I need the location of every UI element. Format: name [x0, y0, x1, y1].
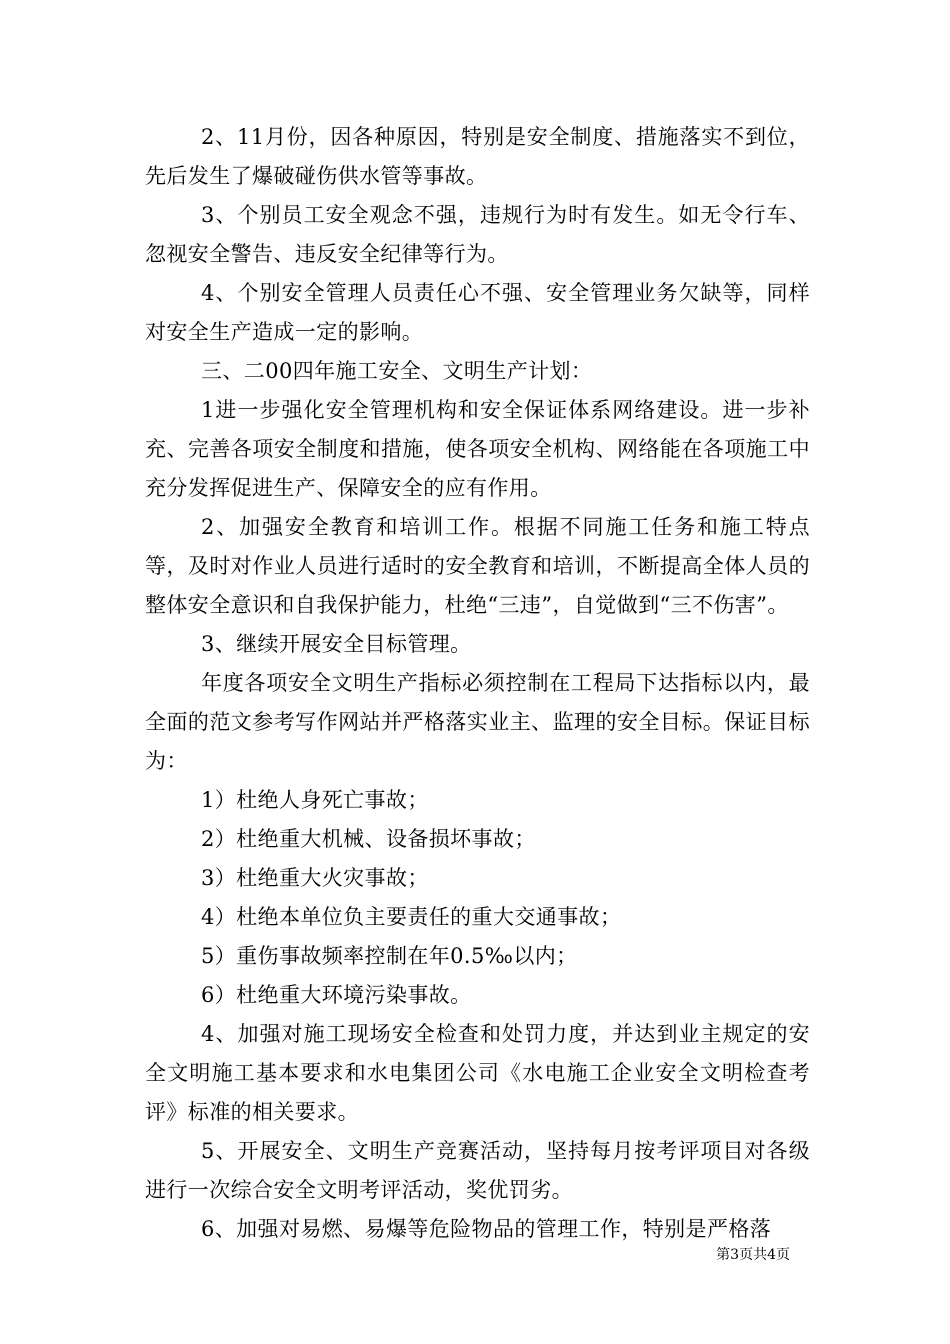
page-number-footer: 第3页共4页 — [716, 1247, 790, 1263]
paragraph-manager-responsibility: 4、个别安全管理人员责任心不强、安全管理业务欠缺等，同样对安全生产造成一定的影响。 — [145, 281, 810, 344]
target-list-item-1: 1）杜绝人身死亡事故； — [201, 788, 429, 812]
paragraph-annual-targets: 年度各项安全文明生产指标必须控制在工程局下达指标以内，最全面的范文参考写作网站并严格落实业主、监理的安全目标。保证目标为： — [145, 671, 810, 773]
paragraph-plan-item-2: 2、加强安全教育和培训工作。根据不同施工任务和施工特点等，及时对作业人员进行适时的安全教育和培训，不断提高全体人员的整体安全意识和自我保护能力，杜绝“三违”，自觉做到“三不伤害”。 — [145, 515, 810, 617]
target-list-item-2: 2）杜绝重大机械、设备损坏事故； — [201, 827, 536, 851]
paragraph-plan-item-3: 3、继续开展安全目标管理。 — [201, 632, 472, 656]
target-list-item-5: 5）重伤事故频率控制在年0.5‰以内； — [201, 944, 578, 968]
target-list-item-6: 6）杜绝重大环境污染事故。 — [201, 983, 472, 1007]
paragraph-plan-item-6: 6、加强对易燃、易爆等危险物品的管理工作，特别是严格落 — [201, 1217, 772, 1241]
document-body — [145, 118, 810, 1249]
paragraph-plan-item-5: 5、开展安全、文明生产竞赛活动，坚持每月按考评项目对各级进行一次综合安全文明考评活动，奖优罚劣。 — [145, 1139, 810, 1202]
section-heading-plan: 三、二00四年施工安全、文明生产计划： — [201, 359, 593, 383]
target-list-item-3: 3）杜绝重大火灾事故； — [201, 866, 429, 890]
target-list-item-4: 4）杜绝本单位负主要责任的重大交通事故； — [201, 905, 622, 929]
paragraph-employee-awareness: 3、个别员工安全观念不强，违规行为时有发生。如无令行车、忽视安全警告、违反安全纪律等行为。 — [145, 203, 810, 266]
paragraph-plan-item-1: 1进一步强化安全管理机构和安全保证体系网络建设。进一步补充、完善各项安全制度和措施，使各项安全机构、网络能在各项施工中充分发挥促进生产、保障安全的应有作用。 — [145, 398, 810, 500]
paragraph-incident-november: 2、11月份，因各种原因，特别是安全制度、措施落实不到位，先后发生了爆破碰伤供水管等事故。 — [145, 125, 810, 188]
paragraph-plan-item-4: 4、加强对施工现场安全检查和处罚力度，并达到业主规定的安全文明施工基本要求和水电集团公司《水电施工企业安全文明检查考评》标准的相关要求。 — [145, 1022, 810, 1124]
